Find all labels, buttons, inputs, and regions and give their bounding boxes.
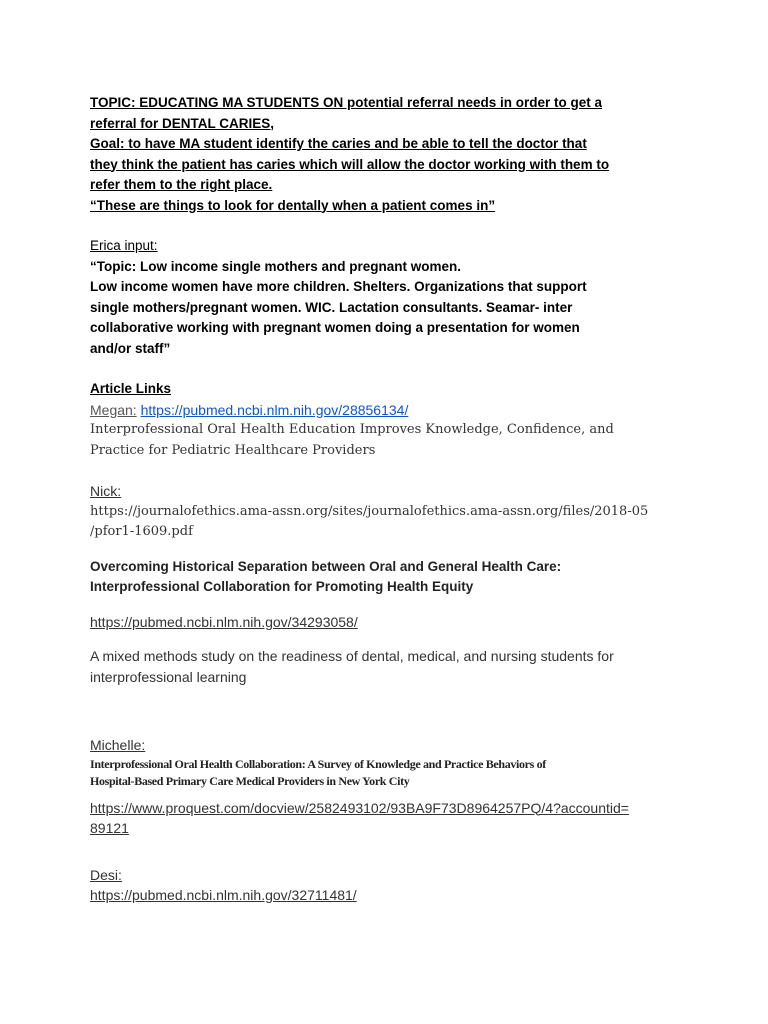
article-links-heading: Article Links [90,381,172,396]
erica-line-4: collaborative working with pregnant women doing a presentation for women [90,320,580,335]
nick-label: Nick: [90,483,122,499]
michelle-title-line-2: Hospital-Based Primary Care Medical Providers in New York City [90,773,410,788]
michelle-article-title [90,756,680,790]
topic-section [90,93,680,134]
erica-quote [90,257,680,360]
spacer [90,632,680,646]
erica-line-3: single mothers/pregnant women. WIC. Lactation consultants. Seamar- inter [90,299,573,315]
document-page [90,93,680,906]
spacer [90,598,680,612]
nick-url-line-1[interactable]: https://journalofethics.ama-assn.org/sites/journalofethics.ama-assn.org/files/2018-05 [90,503,649,519]
nick-title-line-2: Interprofessional Collaboration for Promoting Health Equity [90,579,474,594]
desi-label: Desi: [90,866,122,883]
spacer [90,461,680,481]
quote-line: “These are things to look for dentally when a patient comes in” [90,197,496,213]
megan-link[interactable]: https://pubmed.ncbi.nlm.nih.gov/28856134/ [140,401,409,418]
erica-section [90,236,680,359]
spacer [90,543,680,557]
nick-url[interactable] [90,502,680,543]
megan-label: Megan: [90,401,137,418]
article-links-section [90,379,680,906]
spacer [90,839,680,865]
nick-second-title [90,646,680,687]
goal-line-3: refer them to the right place. [90,177,273,192]
nick-article-title [90,557,680,598]
nick-url-line-2[interactable]: /pfor1-1609.pdf [90,524,193,539]
nick-title2-line-1: A mixed methods study on the readiness of dental, medical, and nursing students for [90,648,614,664]
goal-line-2: they think the patient has caries which will allow the doctor working with them to [90,156,610,172]
michelle-title-line-1: Interprofessional Oral Health Collaboration: A Survey of Knowledge and Practice Behaviors of [90,756,546,771]
erica-line-1: “Topic: Low income single mothers and pregnant women. [90,258,462,274]
goal-line-1: Goal: to have MA student identify the caries and be able to tell the doctor that [90,136,587,151]
megan-title-line-2: Practice for Pediatric Healthcare Providers [90,442,376,458]
spacer [90,790,680,798]
megan-title-line-1: Interprofessional Oral Health Education Improves Knowledge, Confidence, and [90,422,614,437]
erica-line-2: Low income women have more children. Shelters. Organizations that support [90,279,587,294]
megan-entry [90,400,680,421]
spacer [90,216,680,236]
spacer [90,687,680,735]
nick-title-line-1: Overcoming Historical Separation between Oral and General Health Care: [90,558,562,574]
michelle-link[interactable] [90,798,680,839]
nick-second-link[interactable]: https://pubmed.ncbi.nlm.nih.gov/34293058/ [90,613,358,630]
erica-line-5: and/or staff” [90,340,171,356]
michelle-url-line-2[interactable]: 89121 [90,820,129,836]
michelle-label: Michelle: [90,737,146,753]
goal-section [90,134,680,216]
erica-heading: Erica input: [90,238,158,253]
topic-line-1: TOPIC: EDUCATING MA STUDENTS ON potential referral needs in order to get a [90,95,603,110]
nick-title2-line-2: interprofessional learning [90,668,247,685]
desi-link[interactable]: https://pubmed.ncbi.nlm.nih.gov/32711481/ [90,887,357,903]
megan-article-title [90,420,680,461]
topic-line-2: referral for DENTAL CARIES, [90,115,275,131]
michelle-url-line-1[interactable]: https://www.proquest.com/docview/2582493102/93BA9F73D8964257PQ/4?accountid= [90,799,629,816]
spacer [90,359,680,379]
